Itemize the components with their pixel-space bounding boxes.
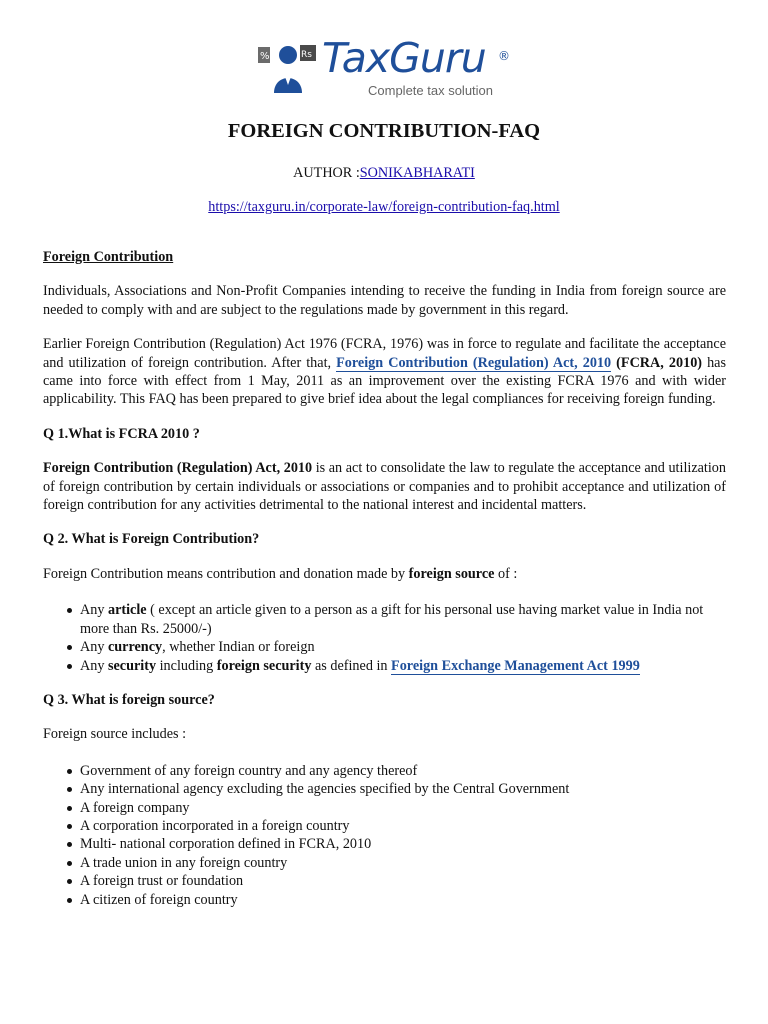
item-text: Any (80, 657, 108, 674)
fema-1999-link[interactable]: Foreign Exchange Management Act 1999 (391, 657, 640, 674)
item-text: Any (80, 602, 108, 619)
foreign-source-list (43, 762, 726, 909)
item-text: as defined in (311, 657, 392, 674)
list-item: A trade union in any foreign country (80, 854, 726, 872)
list-item: A foreign trust or foundation (80, 872, 726, 890)
author-link[interactable]: SONIKABHARATI (359, 165, 475, 181)
fcra-2010-link[interactable]: Foreign Contribution (Regulation) Act, 2010 (336, 354, 612, 371)
contribution-list (43, 601, 726, 675)
article-body (43, 248, 726, 909)
page-title: FOREIGN CONTRIBUTION-FAQ (227, 120, 541, 142)
fcra-2010-bold: (FCRA, 2010) (611, 354, 703, 371)
list-item: A corporation incorporated in a foreign country (80, 817, 726, 835)
answer-1-text: is an act to consolidate the law to regulate the acceptance and utilization of foreign contribution by certain individuals or associations or companies and to prohibit acceptance and utilization of foreign contribution for any activities detrimental to the national interest and incidental matters. (43, 460, 726, 514)
item-bold: article (107, 602, 147, 619)
question-1: Q 1.What is FCRA 2010 ? (43, 425, 200, 442)
logo-text: TaxGuru (322, 34, 486, 82)
item-text: , whether Indian or foreign (162, 639, 315, 656)
list-item (80, 638, 726, 656)
item-bold: currency (107, 639, 163, 656)
answer-1 (43, 459, 726, 514)
list-item: Any international agency excluding the agencies specified by the Central Government (80, 780, 726, 798)
list-item (80, 601, 726, 638)
source-url-link[interactable]: https://taxguru.in/corporate-law/foreign-contribution-faq.html (208, 199, 560, 215)
author-line (0, 164, 768, 182)
answer-1-bold: Foreign Contribution (Regulation) Act, 2010 (43, 460, 313, 477)
history-text-a: Earlier Foreign Contribution (Regulation) Act 1976 (FCRA, 1976) was in force to regulate and facilitate the acceptance and utilization of foreign contribution. After that, (43, 336, 726, 371)
answer-2-intro-a: Foreign Contribution means contribution and donation made by (43, 565, 409, 582)
list-item: A foreign company (80, 799, 726, 817)
item-bold: foreign security (216, 657, 312, 674)
list-item: A citizen of foreign country (80, 891, 726, 909)
answer-2-intro-b: of : (494, 565, 518, 582)
question-3: Q 3. What is foreign source? (43, 691, 215, 708)
logo-badge: Rs (301, 50, 312, 60)
list-item: Multi- national corporation defined in FCRA, 2010 (80, 835, 726, 853)
registered-mark: ® (498, 49, 510, 63)
list-item: Government of any foreign country and any agency thereof (80, 762, 726, 780)
history-text-b: has came into force with effect from 1 May, 2011 as an improvement over the existing FCRA 1976 and with wider applicability. This FAQ has been prepared to give brief idea about the legal compliances for receiving foreign funding. (43, 354, 726, 408)
history-paragraph (43, 335, 726, 409)
intro-paragraph: Individuals, Associations and Non-Profit Companies intending to receive the funding in India from foreign source are needed to comply with and are subject to the regulations made by government in this regard. (43, 283, 726, 318)
author-prefix: AUTHOR : (293, 165, 360, 181)
item-text: ( except an article given to a person as a gift for his personal use having market value in India not more than Rs. 25000/-) (80, 602, 704, 637)
logo-percent: % (260, 51, 270, 62)
list-item (80, 657, 726, 675)
answer-2-intro (43, 565, 726, 583)
taxguru-logo (256, 34, 520, 101)
answer-3-intro: Foreign source includes : (43, 726, 187, 743)
source-url (0, 198, 768, 216)
item-text: including (156, 657, 217, 674)
item-bold: security (107, 657, 157, 674)
logo-tagline: Complete tax solution (368, 83, 494, 98)
question-2: Q 2. What is Foreign Contribution? (43, 531, 260, 548)
taxguru-logo-icon (256, 41, 318, 97)
section-heading: Foreign Contribution (43, 249, 174, 265)
item-text: Any (80, 639, 108, 656)
answer-2-intro-bold: foreign source (408, 565, 495, 582)
